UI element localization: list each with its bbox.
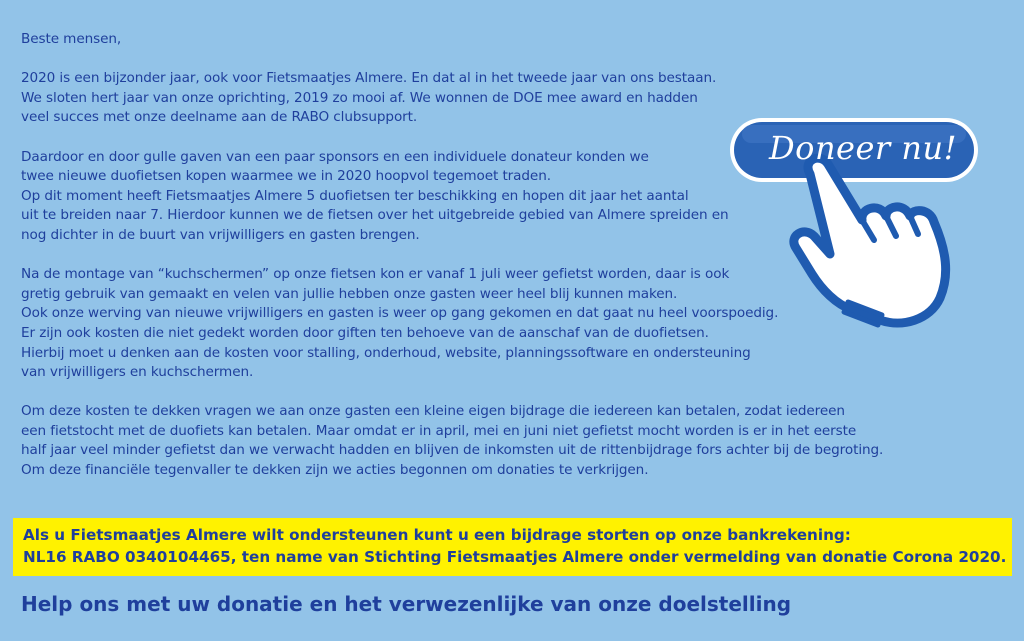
donate-now-label: Doneer nu!	[769, 129, 957, 167]
paragraph-line: Op dit moment heeft Fietsmaatjes Almere 5 duofietsen ter beschikking en hopen dit jaar het aantal	[21, 187, 689, 204]
paragraph-line: twee nieuwe duofietsen kopen waarmee we in 2020 hoopvol tegemoet traden.	[21, 168, 551, 185]
paragraph-line: veel succes met onze deelname aan de RABO clubsupport.	[21, 109, 418, 126]
pointing-hand-icon	[794, 158, 946, 325]
bank-details-box	[13, 518, 1012, 576]
donate-graphic-svg	[724, 112, 984, 342]
paragraph-line: nog dichter in de buurt van vrijwilligers en gasten brengen.	[21, 226, 420, 243]
bank-account-line: NL16 RABO 0340104465, ten name van Stichting Fietsmaatjes Almere onder vermelding van donatie Corona 2020.	[23, 548, 1007, 566]
paragraph-line: Ook onze werving van nieuwe vrijwilligers en gasten is weer op gang gekomen en dat gaat nu heel voorspoedig.	[21, 305, 779, 322]
paragraph-line: Om deze kosten te dekken vragen we aan onze gasten een kleine eigen bijdrage die iedereen kan betalen, zodat iedereen	[21, 403, 845, 420]
donate-pill-shine	[742, 125, 966, 143]
paragraph-line: een fietstocht met de duofiets kan betalen. Maar omdat er in april, mei en juni niet gefietst mocht worden is er in het eerste	[21, 422, 857, 439]
paragraph-line: Om deze financiële tegenvaller te dekken zijn we acties begonnen om donaties te verkrijgen.	[21, 462, 649, 479]
letter-greeting: Beste mensen,	[21, 31, 122, 47]
paragraph-line: Er zijn ook kosten die niet gedekt worden door giften ten behoeve van de aanschaf van de duofietsen.	[21, 324, 709, 341]
paragraph-line: half jaar veel minder gefietst dan we verwacht hadden en blijven de inkomsten uit de rittenbijdrage fors achter bij de begroting.	[21, 442, 884, 459]
paragraph-line: Hierbij moet u denken aan de kosten voor stalling, onderhoud, website, planningssoftware en ondersteuning	[21, 344, 751, 361]
paragraph-line: gretig gebruik van gemaakt en velen van jullie hebben onze gasten weer heel blij kunnen maken.	[21, 285, 678, 302]
paragraph-line: Na de montage van “kuchschermen” op onze fietsen kon er vanaf 1 juli weer gefietst worden, daar is ook	[21, 266, 730, 283]
paragraph-line: We sloten hert jaar van onze oprichting, 2019 zo mooi af. We wonnen de DOE mee award en hadden	[21, 89, 698, 106]
paragraph-intro	[21, 69, 821, 128]
footer-call-to-action: Help ons met uw donatie en het verwezenlijke van onze doelstelling	[21, 592, 792, 616]
paragraph-line: uit te breiden naar 7. Hierdoor kunnen we de fietsen over het uitgebreide gebied van Almere spreiden en	[21, 207, 729, 224]
paragraph-line: Daardoor en door gulle gaven van een paar sponsors en een individuele donateur konden we	[21, 148, 649, 165]
paragraph-line: 2020 is een bijzonder jaar, ook voor Fietsmaatjes Almere. En dat al in het tweede jaar van ons bestaan.	[21, 70, 717, 87]
bank-details-line: Als u Fietsmaatjes Almere wilt ondersteunen kunt u een bijdrage storten op onze bankrekening:	[23, 526, 851, 544]
paragraph-kuchschermen	[21, 265, 821, 383]
donate-now-button[interactable]	[724, 112, 984, 342]
paragraph-kosten	[21, 402, 884, 480]
paragraph-line: van vrijwilligers en kuchschermen.	[21, 364, 254, 381]
paragraph-duofietsen	[21, 148, 821, 246]
